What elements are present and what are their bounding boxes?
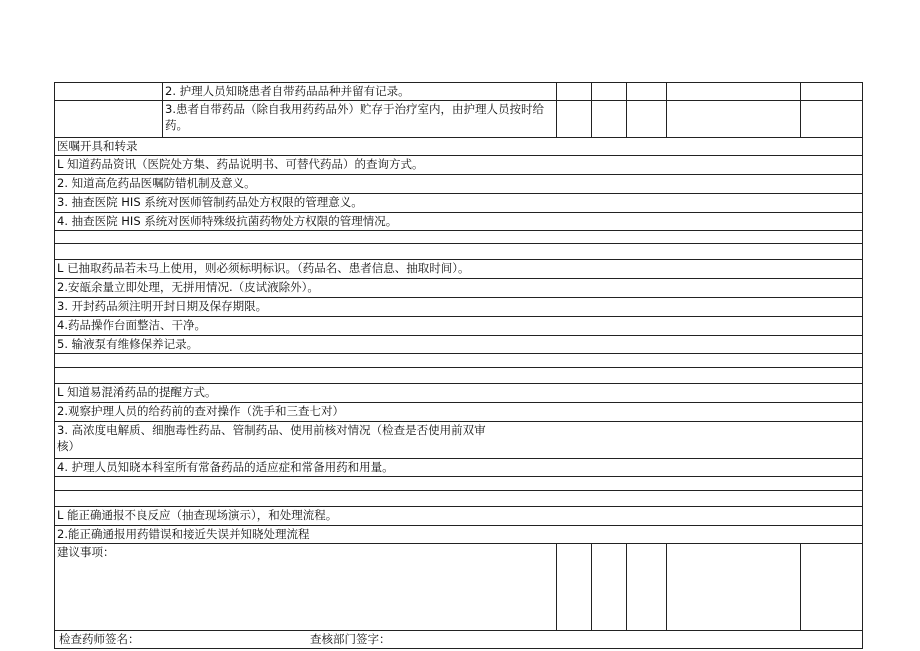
item-cell: 2.安瓿余量立即处理，无拼用情况.（皮试液除外）。: [55, 279, 863, 298]
table-row: [55, 298, 863, 317]
spacer-row: [55, 244, 863, 260]
score-cell[interactable]: [627, 101, 667, 138]
table-row: [55, 507, 863, 526]
table-row: [55, 83, 863, 101]
table-row: [55, 422, 863, 459]
score-cell[interactable]: [627, 544, 667, 631]
score-cell[interactable]: [592, 544, 627, 631]
spacer-row: [55, 477, 863, 491]
table-row: [55, 260, 863, 279]
item-cell: 3.患者自带药品（除自我用药药品外）贮存于治疗室内，由护理人员按时给药。: [163, 101, 557, 138]
inspection-table: [54, 82, 863, 649]
score-cell[interactable]: [592, 83, 627, 101]
blank-cell: [55, 368, 863, 384]
suggestion-row: [55, 544, 863, 631]
table-row: [55, 384, 863, 403]
item-cell: 2. 知道高危药品医嘱防错机制及意义。: [55, 175, 863, 194]
section-title: 医嘱开具和转录: [55, 138, 863, 156]
item-cell: 4.药品操作台面整洁、干净。: [55, 317, 863, 336]
table-row: [55, 194, 863, 213]
suggestion-cell[interactable]: [55, 544, 557, 631]
score-cell[interactable]: [557, 83, 592, 101]
score-cell[interactable]: [557, 101, 592, 138]
blank-cell: [55, 244, 863, 260]
blank-cell: [55, 491, 863, 507]
score-cell[interactable]: [801, 83, 863, 101]
spacer-row: [55, 368, 863, 384]
blank-cell: [55, 354, 863, 368]
item-cell: 5. 输液泵有维修保养记录。: [55, 336, 863, 354]
signature-row: [55, 631, 863, 649]
table-row: [55, 526, 863, 544]
blank-cell: [55, 477, 863, 491]
spacer-row: [55, 231, 863, 244]
score-cell[interactable]: [627, 83, 667, 101]
category-cell: [55, 83, 163, 101]
table-row: [55, 336, 863, 354]
item-text: 3. 高浓度电解质、细胞毒性药品、管制药品、使用前核对情况（检查是否使用前双审核）: [57, 423, 486, 453]
suggestion-label: 建议事项：: [57, 545, 115, 559]
item-cell: 2.能正确通报用药错误和接近失误并知晓处理流程: [55, 526, 863, 544]
item-cell: 3. 抽查医院 HIS 系统对医师管制药品处方权限的管理意义。: [55, 194, 863, 213]
item-cell: L 已抽取药品若未马上使用，则必须标明标识。（药品名、患者信息、抽取时间）。: [55, 260, 863, 279]
table-row: [55, 403, 863, 422]
pharmacist-signature-label: 检查药师签名：: [59, 632, 140, 646]
table-row: [55, 175, 863, 194]
remark-cell[interactable]: [667, 83, 801, 101]
remark-cell[interactable]: [667, 101, 801, 138]
table-row: [55, 156, 863, 175]
table-row: [55, 279, 863, 298]
item-cell: [55, 422, 863, 459]
section-row: [55, 138, 863, 156]
dept-signature-label: 查核部门签字：: [310, 632, 391, 646]
score-cell[interactable]: [557, 544, 592, 631]
remark-cell[interactable]: [667, 544, 801, 631]
table-row: [55, 101, 863, 138]
score-cell[interactable]: [801, 544, 863, 631]
table-row: [55, 317, 863, 336]
item-cell: 2.观察护理人员的给药前的查对操作（洗手和三查七对）: [55, 403, 863, 422]
item-cell: L 知道易混淆药品的提醒方式。: [55, 384, 863, 403]
item-cell: 4. 抽查医院 HIS 系统对医师特殊级抗菌药物处方权限的管理情况。: [55, 213, 863, 231]
category-cell: [55, 101, 163, 138]
score-cell[interactable]: [592, 101, 627, 138]
table-row: [55, 459, 863, 477]
item-cell: 4. 护理人员知晓本科室所有常备药品的适应症和常备用药和用量。: [55, 459, 863, 477]
table-row: [55, 213, 863, 231]
spacer-row: [55, 491, 863, 507]
item-cell: L 能正确通报不良反应（抽查现场演示），和处理流程。: [55, 507, 863, 526]
item-cell: 3. 开封药品须注明开封日期及保存期限。: [55, 298, 863, 317]
score-cell[interactable]: [801, 101, 863, 138]
spacer-row: [55, 354, 863, 368]
blank-cell: [55, 231, 863, 244]
item-cell: 2. 护理人员知晓患者自带药品品种并留有记录。: [163, 83, 557, 101]
signature-cell: [55, 631, 863, 649]
item-cell: L 知道药品资讯（医院处方集、药品说明书、可替代药品）的查询方式。: [55, 156, 863, 175]
